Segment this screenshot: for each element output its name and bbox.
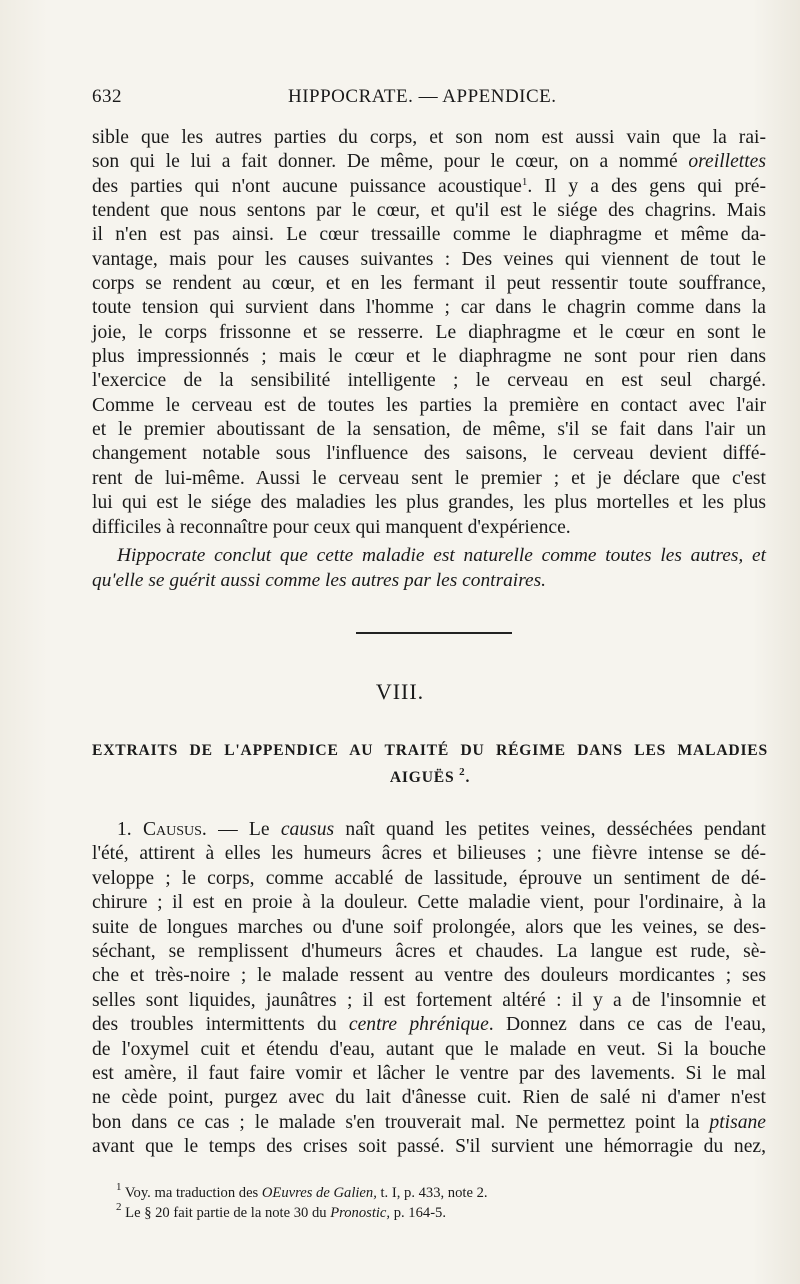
text-line: sible que les autres parties du corps, et son nom est aussi vain que la rai- <box>92 127 766 148</box>
italic-line: Hippocrate conclut que cette maladie est naturelle comme toutes les autres, et <box>117 545 766 566</box>
text-line: et le premier aboutissant de la sensation, de même, s'il se fait dans l'air un <box>92 419 766 441</box>
text-line: selles sont liquides, jaunâtres ; il est fortement altéré : il y a de l'insomnie et <box>92 989 766 1011</box>
text-span: son qui le lui a fait donner. De même, pour le cœur, on a nommé <box>92 151 689 173</box>
paragraph-number: 1. <box>117 819 132 840</box>
text-line <box>92 818 766 842</box>
text-span: . Donnez dans ce cas de l'eau, <box>488 1014 766 1036</box>
text-line: joie, le corps frissonne et se resserre. Le diaphragme et le cœur en sont le <box>92 321 766 343</box>
running-header <box>92 86 772 116</box>
text-line: suite de longues marches ou d'une soif prolongée, alors que les veines, se des- <box>92 916 766 938</box>
italic-term: centre phrénique <box>348 1014 489 1036</box>
text-line: ne cède point, purgez avec du lait d'ânesse cuit. Rien de salé ni d'amer n'est <box>92 1087 766 1109</box>
text-span: t. I, p. 433, note 2. <box>376 1185 488 1201</box>
text-span: Le § 20 fait partie de la note 30 du <box>121 1205 331 1221</box>
section-title <box>92 737 768 791</box>
text-line: rent de lui-même. Aussi le cerveau sent le premier ; et je déclare que c'est <box>92 467 766 489</box>
text-line <box>92 175 766 199</box>
text-line: avant que le temps des crises soit passé. S'il survient une hémorragie du nez, <box>92 1136 766 1158</box>
footnote-ref: 2 <box>459 766 466 778</box>
text-span: p. 164-5. <box>390 1205 447 1221</box>
running-title: HIPPOCRATE. — APPENDICE. <box>288 86 557 107</box>
footnote-mark: 1 <box>116 1181 122 1193</box>
section-separator-rule <box>356 632 512 634</box>
text-line: toute tension qui survient dans l'homme ; car dans le chagrin comme dans la <box>92 297 766 319</box>
text-line: l'exercice de la sensibilité intelligente ; le cerveau en est seul chargé. <box>92 370 766 392</box>
italic-term: ptisane <box>709 1111 766 1133</box>
page-number: 632 <box>92 86 122 107</box>
italic-term: oreillettes <box>688 151 766 173</box>
paragraph-caption: Causus. <box>142 819 207 840</box>
text-line: vantage, mais pour les causes suivantes : Des veines qui viennent de tout le <box>92 248 766 270</box>
text-span: des troubles intermittents du <box>92 1014 349 1036</box>
footnote-ref: 1 <box>521 175 528 188</box>
text-line: corps se rendent au cœur, et en les fermant il peut ressentir toute souffrance, <box>92 273 766 295</box>
text-line: chirure ; il est en proie à la douleur. Cette maladie vient, pour l'ordinaire, à la <box>92 892 766 914</box>
body-paragraph-2 <box>92 818 766 1159</box>
text-line: de l'oxymel cuit et étendu d'eau, autant que le malade en veut. Si la bouche <box>92 1038 766 1060</box>
text-span: Voy. ma traduction des <box>121 1185 262 1201</box>
footnote-2 <box>116 1203 716 1223</box>
section-title-line: AIGUËS $^2$. <box>389 766 471 786</box>
text-line: che et très-noire ; le malade ressent au ventre des douleurs mordicantes ; ses <box>92 965 766 987</box>
section-title-line: EXTRAITS DE L'APPENDICE AU TRAITÉ DU RÉGIME DANS LES MALADIES <box>92 742 768 759</box>
text-line: changement notable sous l'influence des saisons, le cerveau devient diffé- <box>92 443 766 465</box>
text-line <box>92 150 766 174</box>
text-span: — Le <box>206 819 281 840</box>
text-span: des parties qui n'ont aucune puissance acoustique <box>92 175 522 197</box>
italic-conclusion <box>92 543 766 593</box>
text-line: lui qui est le siége des maladies les plus grandes, les plus mortelles et les plus <box>92 492 766 514</box>
footnote-mark: 2 <box>116 1201 122 1213</box>
footnotes <box>116 1183 716 1223</box>
text-line: Comme le cerveau est de toutes les parties la première en contact avec l'air <box>92 394 766 416</box>
section-number: VIII. <box>375 679 425 704</box>
italic-term: Pronostic, <box>330 1205 391 1221</box>
text-line: l'été, attirent à elles les humeurs âcres et bilieuses ; une fièvre intense se dé- <box>92 843 766 865</box>
body-paragraph-1 <box>92 126 766 540</box>
text-span: AIGUËS <box>389 769 455 786</box>
text-line: difficiles à reconnaître pour ceux qui manquent d'expérience. <box>92 516 571 538</box>
text-span: . Il y a des gens qui pré- <box>527 175 766 197</box>
italic-term: OEuvres de Galien, <box>261 1185 377 1201</box>
text-line: tendent que nous sentons par le cœur, et qu'il est le siége des chagrins. Mais <box>92 200 766 222</box>
text-span: naît quand les petites veines, desséchées pendant <box>334 819 766 840</box>
footnote-1 <box>116 1183 716 1203</box>
italic-term: causus <box>280 819 335 840</box>
italic-line: qu'elle se guérit aussi comme les autres par les contraires. <box>92 570 547 591</box>
text-span: bon dans ce cas ; le malade s'en trouverait mal. Ne permettez point la <box>92 1111 710 1133</box>
text-line: veloppe ; le corps, comme accablé de lassitude, éprouve un sentiment de dé- <box>92 867 766 889</box>
text-line: plus impressionnés ; mais le cœur et le diaphragme ne sont pour rien dans <box>92 346 766 368</box>
text-line <box>92 1013 766 1037</box>
text-line: est amère, il faut faire vomir et lâcher le ventre par des lavements. Si le mal <box>92 1062 766 1084</box>
text-line: séchant, se remplissent d'humeurs âcres et chaudes. La langue est rude, sè- <box>92 940 766 962</box>
text-line: il n'en est pas ainsi. Le cœur tressaille comme le diaphragme et même da- <box>92 224 766 246</box>
text-line <box>92 1111 766 1135</box>
